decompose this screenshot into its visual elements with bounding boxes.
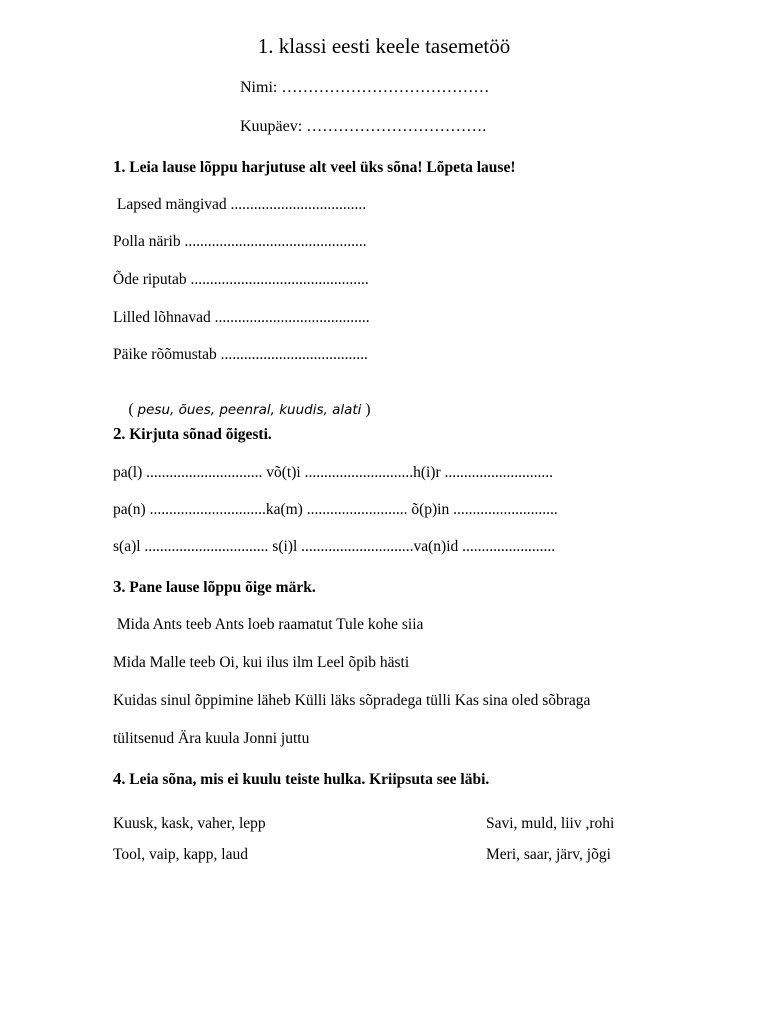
section4-left-item: Tool, vaip, kapp, laud — [113, 846, 248, 863]
section3-line: Mida Ants teeb Ants loeb raamatut Tule kohe siia — [113, 616, 424, 633]
section3-line: Mida Malle teeb Oi, kui ilus ilm Leel õpib hästi — [113, 654, 410, 671]
section1-line: Lilled lõhnavad ........................................ — [113, 309, 370, 326]
section2-line: pa(l) .............................. võ(t)i ............................h(i)r ............................ — [113, 464, 553, 481]
name-field: Nimi: ………………………………… — [240, 79, 490, 96]
section2-line: pa(n) ..............................ka(m) .......................... õ(p)in ........................... — [113, 501, 558, 518]
section1-line: Õde riputab .............................................. — [113, 271, 369, 288]
section1-line: Päike rõõmustab ...................................... — [113, 346, 368, 363]
section1-number: 1 — [113, 157, 122, 176]
page-title: 1. klassi eesti keele tasemetöö — [257, 34, 511, 58]
hint-close-paren: ) — [361, 401, 371, 418]
section4-right-item: Savi, muld, liiv ,rohi — [486, 815, 615, 832]
section3-heading — [113, 577, 316, 597]
section1-line: Lapsed mängivad ................................... — [113, 196, 367, 213]
section4-number: 4 — [113, 769, 122, 788]
section4-left-item: Kuusk, kask, vaher, lepp — [113, 815, 266, 832]
section2-heading — [113, 424, 272, 444]
date-field: Kuupäev: ……………………………. — [240, 118, 487, 135]
section3-number: 3 — [113, 577, 122, 596]
section3-heading-text: . Pane lause lõppu õige märk. — [121, 579, 316, 596]
hint-words: pesu, õues, peenral, kuudis, alati — [137, 402, 362, 418]
section3-line: Kuidas sinul õppimine läheb Külli läks sõpradega tülli Kas sina oled sõbraga — [113, 692, 591, 709]
section4-heading-text: . Leia sõna, mis ei kuulu teiste hulka. Kriipsuta see läbi. — [121, 771, 490, 788]
section1-line: Polla närib ............................................... — [113, 233, 367, 250]
section2-line: s(a)l ................................ s(i)l .............................va(n)id ........................ — [113, 538, 556, 555]
section1-heading-text: . Leia lause lõppu harjutuse alt veel üks sõna! Lõpeta lause! — [121, 159, 516, 176]
section2-heading-text: . Kirjuta sõnad õigesti. — [121, 426, 272, 443]
section4-right-item: Meri, saar, järv, jõgi — [486, 846, 611, 863]
section1-heading — [113, 157, 516, 177]
section3-line: tülitsenud Ära kuula Jonni juttu — [113, 730, 310, 747]
section4-heading — [113, 769, 489, 789]
hint-open-paren: ( — [128, 401, 138, 418]
section2-number: 2 — [113, 424, 122, 443]
